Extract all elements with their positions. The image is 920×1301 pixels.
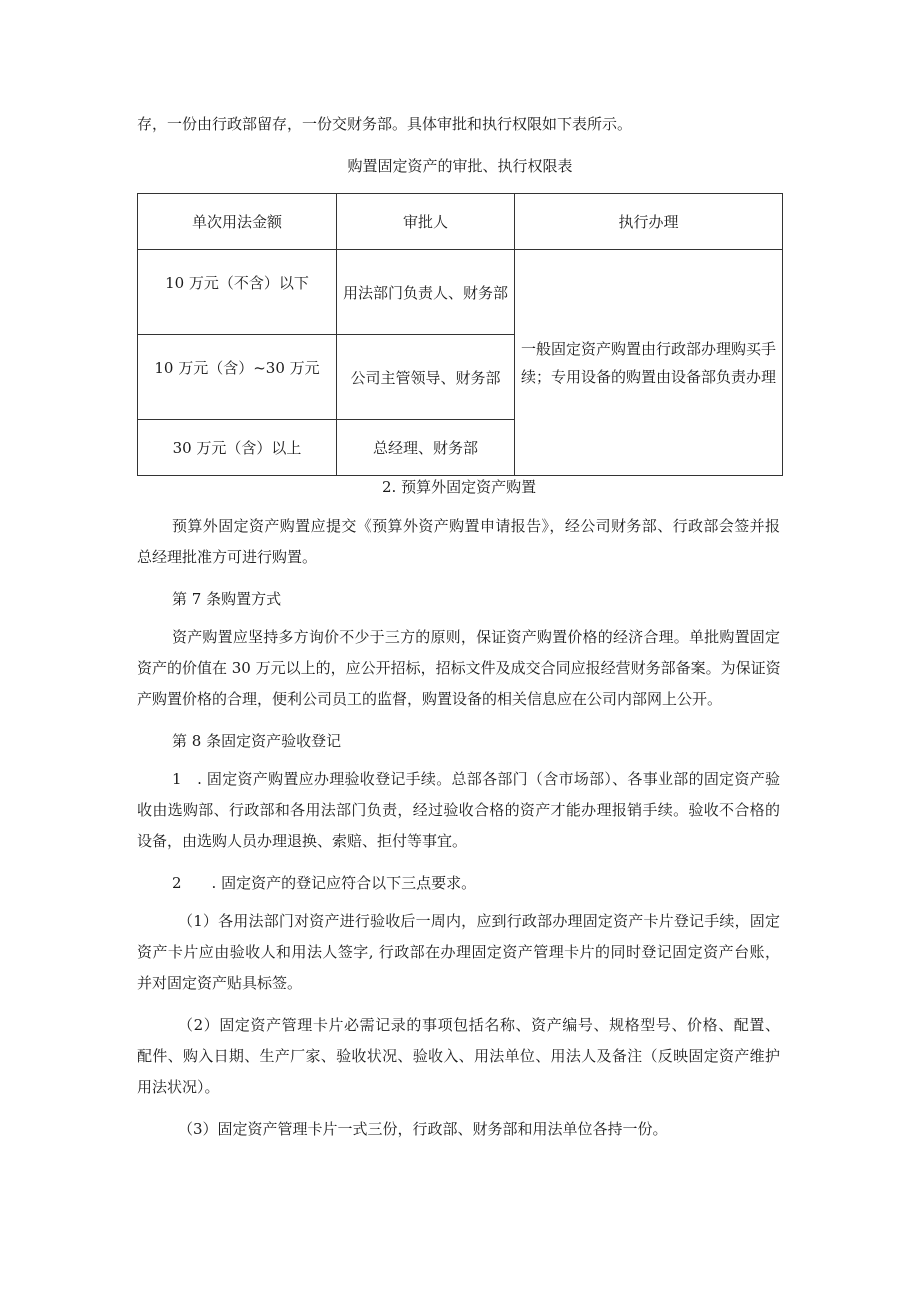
sub-item-1-line: 并对固定资产贴具标签。: [137, 974, 303, 992]
approver-cell: 公司主管领导、财务部: [337, 335, 515, 420]
article-8-heading: 第 8 条固定资产验收登记: [172, 732, 342, 750]
article-7-line: 资产的价值在 30 万元以上的，应公开招标，招标文件及成交合同应报经营财务部备案。为保证资: [137, 659, 781, 677]
sub-item-2-line: 用法状况）。: [137, 1078, 220, 1096]
sub-item-1-line: （1）各用法部门对资产进行验收后一周内，应到行政部办理固定资产卡片登记手续，固定: [178, 912, 780, 930]
execution-cell: [515, 250, 783, 476]
article-7-line: 资产购置应坚持多方询价不少于三方的原则，保证资产购置价格的经济合理。单批购置固定: [172, 628, 780, 646]
article-8-item-1-line: 收由选购部、行政部和各用法部门负责，经过验收合格的资产才能办理报销手续。验收不合格的: [137, 801, 780, 819]
amount-cell: 30 万元（含）以上: [138, 420, 337, 476]
approver-cell: 总经理、财务部: [337, 420, 515, 476]
sub-item-2-line: 配件、购入日期、生产厂家、验收状况、验收入、用法单位、用法人及备注（反映固定资产维护: [137, 1047, 780, 1065]
execution-line-2: 续；专用设备的购置由设备部负责办理: [520, 367, 776, 386]
article-8-item-1-line: 设备，由选购人员办理退换、索赔、拒付等事宜。: [137, 832, 468, 850]
sub-item-1-line: 资产卡片应由验收人和用法人签字, 行政部在办理固定资产管理卡片的同时登记固定资产台账，: [137, 943, 780, 961]
section-2-heading: 2. 预算外固定资产购置: [382, 478, 537, 496]
intro-continuation: 存，一份由行政部留存，一份交财务部。具体审批和执行权限如下表所示。: [137, 115, 633, 133]
approver-cell: 用法部门负责人、财务部: [337, 250, 515, 335]
table-row: [138, 250, 783, 335]
amount-cell: 10 万元（不含）以下: [138, 250, 337, 335]
header-execution: 执行办理: [515, 194, 783, 250]
article-8-item-2: 2 . 固定资产的登记应符合以下三点要求。: [172, 874, 477, 892]
section-2-body-line: 预算外固定资产购置应提交《预算外资产购置申请报告》，经公司财务部、行政部会签并报: [172, 517, 780, 535]
approval-authority-table: [137, 193, 783, 476]
header-approver: 审批人: [337, 194, 515, 250]
table-title: 购置固定资产的审批、执行权限表: [347, 157, 573, 175]
section-2-body-line: 总经理批准方可进行购置。: [137, 548, 318, 566]
execution-line-1: 一般固定资产购置由行政部办理购买手: [520, 339, 776, 358]
sub-item-2-line: （2）固定资产管理卡片必需记录的事项包括名称、资产编号、规格型号、价格、配置、: [178, 1016, 780, 1034]
header-amount: 单次用法金额: [138, 194, 337, 250]
amount-cell: 10 万元（含）~30 万元: [138, 335, 337, 420]
table-header-row: [138, 194, 783, 250]
article-7-heading: 第 7 条购置方式: [172, 590, 282, 608]
sub-item-3: （3）固定资产管理卡片一式三份，行政部、财务部和用法单位各持一份。: [178, 1120, 668, 1138]
article-8-item-1-line: 1 . 固定资产购置应办理验收登记手续。总部各部门（含市场部）、各事业部的固定资产验: [172, 770, 780, 788]
article-7-line: 产购置价格的合理，便利公司员工的监督，购置设备的相关信息应在公司内部网上公开。: [137, 690, 723, 708]
